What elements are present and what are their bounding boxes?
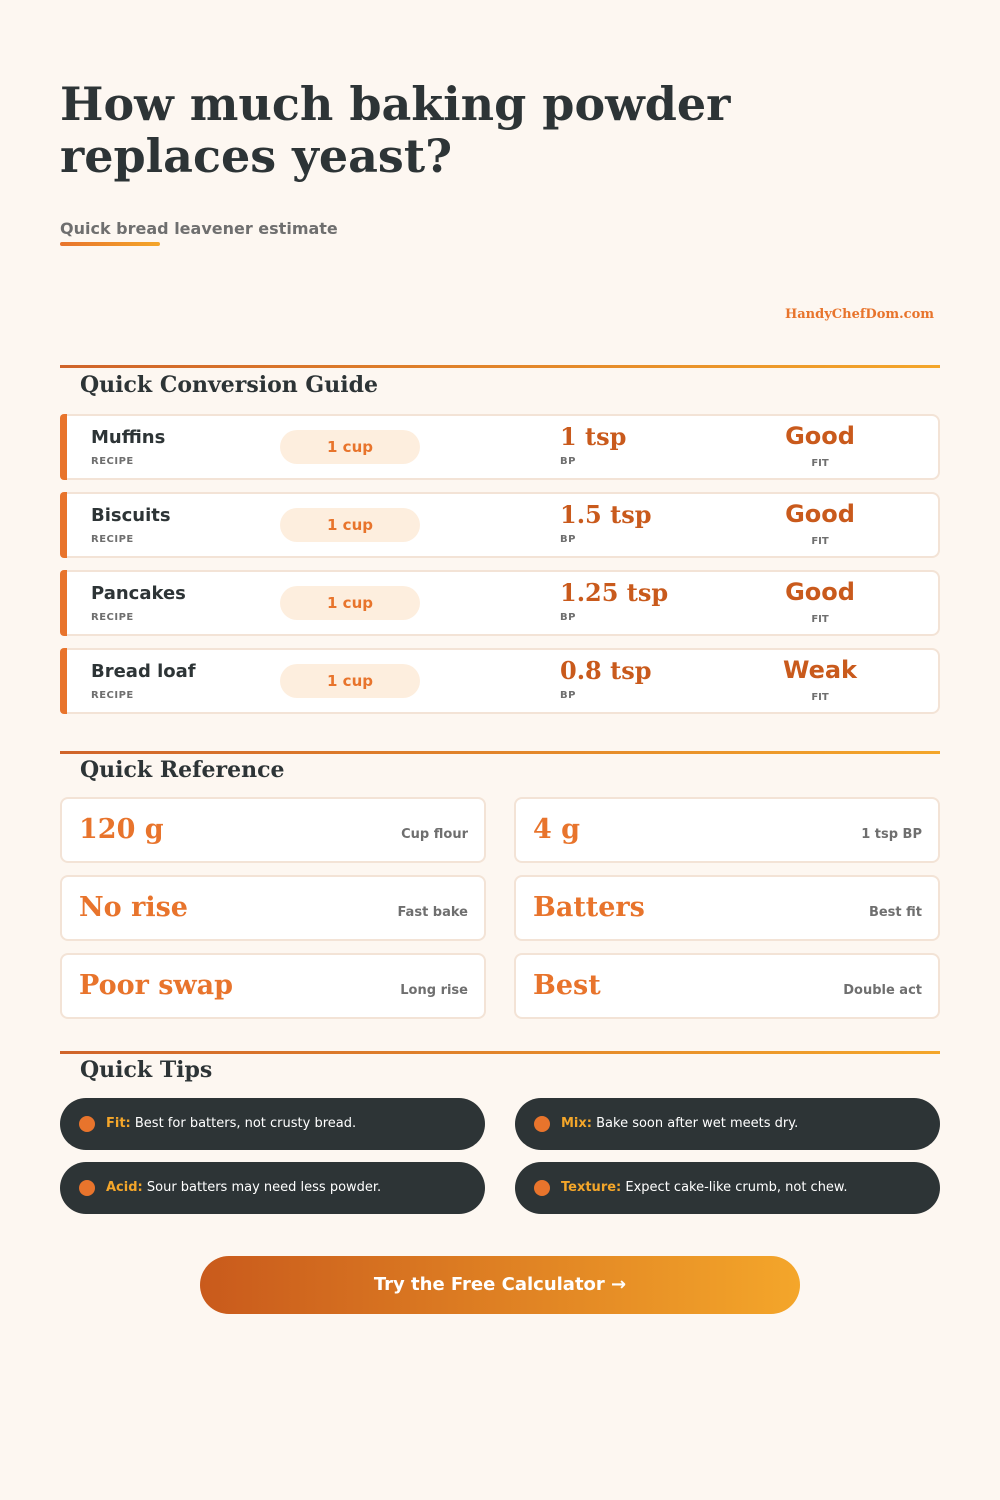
reference-label: Cup flour (401, 827, 468, 842)
reference-card (60, 875, 486, 941)
free-calculator-button[interactable]: Try the Free Calculator → (200, 1256, 800, 1314)
conversion-row (60, 414, 940, 480)
recipe-caption: RECIPE (91, 456, 134, 467)
fit-caption: FIT (811, 692, 829, 703)
conversion-row (60, 648, 940, 714)
tip-key: Texture: (561, 1180, 622, 1195)
reference-value: Poor swap (79, 970, 234, 1001)
row-accent-bar (60, 492, 67, 558)
fit-rating: Good (785, 578, 855, 606)
reference-section-title: Quick Reference (80, 757, 285, 783)
conversion-section-title: Quick Conversion Guide (80, 372, 378, 398)
conversion-row (60, 570, 940, 636)
tip-text (106, 1180, 381, 1196)
tip-pill (60, 1098, 485, 1150)
reference-card (514, 797, 940, 863)
recipe-caption: RECIPE (91, 612, 134, 623)
tip-body: Sour batters may need less powder. (146, 1180, 382, 1195)
recipe-name: Pancakes (91, 583, 186, 604)
tip-body: Bake soon after wet meets dry. (596, 1116, 799, 1131)
tip-body: Expect cake-like crumb, not chew. (625, 1180, 848, 1195)
baking-powder-amount: 1 tsp (560, 422, 627, 451)
flour-amount-pill: 1 cup (280, 508, 420, 542)
recipe-name: Biscuits (91, 505, 171, 526)
reference-label: 1 tsp BP (861, 827, 922, 842)
tips-section-title: Quick Tips (80, 1057, 213, 1083)
reference-value: Batters (533, 892, 645, 923)
reference-value: 120 g (79, 814, 164, 845)
subtitle-underline (60, 242, 160, 246)
row-accent-bar (60, 570, 67, 636)
reference-label: Fast bake (397, 905, 468, 920)
section-divider (60, 751, 940, 754)
tip-pill (515, 1162, 940, 1214)
tip-key: Fit: (106, 1116, 131, 1131)
reference-label: Double act (843, 983, 922, 998)
reference-value: Best (533, 970, 601, 1001)
flour-amount-pill: 1 cup (280, 430, 420, 464)
row-accent-bar (60, 648, 67, 714)
baking-powder-amount: 1.25 tsp (560, 578, 669, 607)
site-name: HandyChefDom.com (784, 307, 934, 322)
reference-card (514, 953, 940, 1019)
recipe-caption: RECIPE (91, 534, 134, 545)
amount-caption: BP (560, 612, 576, 623)
tip-key: Acid: (106, 1180, 143, 1195)
row-accent-bar (60, 414, 67, 480)
bullet-dot-icon (79, 1180, 95, 1196)
recipe-name: Bread loaf (91, 661, 196, 682)
amount-caption: BP (560, 534, 576, 545)
recipe-name: Muffins (91, 427, 166, 448)
flour-amount-pill: 1 cup (280, 586, 420, 620)
tip-text (561, 1116, 798, 1132)
tip-text (561, 1180, 848, 1196)
page-title: How much baking powder replaces yeast? (60, 77, 731, 183)
fit-rating: Good (785, 500, 855, 528)
flour-amount-pill: 1 cup (280, 664, 420, 698)
reference-card (60, 953, 486, 1019)
reference-label: Best fit (868, 905, 922, 920)
amount-caption: BP (560, 456, 576, 467)
tip-pill (515, 1098, 940, 1150)
tip-key: Mix: (561, 1116, 592, 1131)
fit-caption: FIT (811, 614, 829, 625)
amount-caption: BP (560, 690, 576, 701)
recipe-caption: RECIPE (91, 690, 134, 701)
reference-card (60, 797, 486, 863)
bullet-dot-icon (534, 1180, 550, 1196)
section-divider (60, 1051, 940, 1054)
reference-label: Long rise (400, 983, 468, 998)
tip-pill (60, 1162, 485, 1214)
tip-text (106, 1116, 356, 1132)
bullet-dot-icon (79, 1116, 95, 1132)
page-subtitle: Quick bread leavener estimate (60, 219, 338, 238)
fit-caption: FIT (811, 458, 829, 469)
reference-value: 4 g (533, 814, 581, 845)
bullet-dot-icon (534, 1116, 550, 1132)
fit-rating: Weak (782, 656, 858, 684)
tip-body: Best for batters, not crusty bread. (134, 1116, 357, 1131)
baking-powder-amount: 0.8 tsp (560, 656, 652, 685)
conversion-row (60, 492, 940, 558)
section-divider (60, 365, 940, 368)
fit-caption: FIT (811, 536, 829, 547)
fit-rating: Good (785, 422, 855, 450)
reference-card (514, 875, 940, 941)
baking-powder-amount: 1.5 tsp (560, 500, 652, 529)
reference-value: No rise (79, 892, 188, 923)
